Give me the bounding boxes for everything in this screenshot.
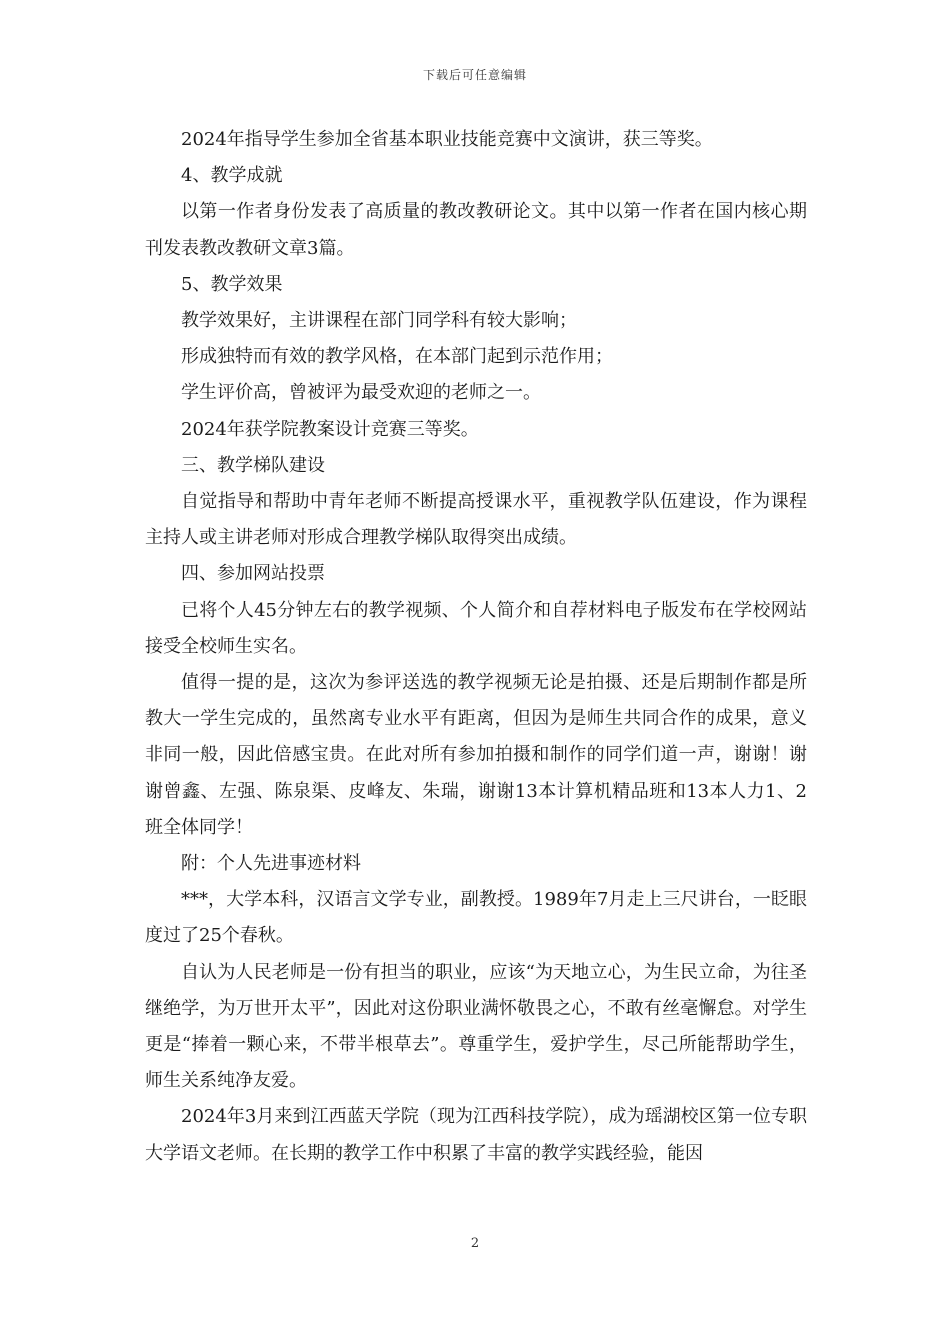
paragraph-thanks: 值得一提的是，这次为参评送选的教学视频无论是拍摄、还是后期制作都是所教大一学生完成的，虽然离专业水平有距离，但因为是师生共同合作的成果，意义非同一般，因此倍感宝贵。在此对所有参加拍摄和制作的同学们道一声，谢谢！谢谢曾鑫、左强、陈泉渠、皮峰友、朱瑞，谢谢13本计算机精品班和13本人力1、2班全体同学！: [145, 672, 807, 838]
section-heading-teaching-achievement: 4、教学成就: [181, 165, 283, 187]
header-note: 下载后可任意编辑: [422, 68, 527, 82]
paragraph-effect-2: 形成独特而有效的教学风格，在本部门起到示范作用；: [181, 346, 613, 368]
paragraph-lesson-plan-award: 2024年获学院教案设计竞赛三等奖。: [181, 418, 479, 440]
paragraph-effect-3: 学生评价高，曾被评为最受欢迎的老师之一。: [181, 382, 541, 404]
paragraph-team-building: 自觉指导和帮助中青年老师不断提高授课水平，重视教学队伍建设，作为课程主持人或主讲老师对形成合理教学梯队取得突出成绩。: [145, 491, 807, 549]
paragraph-video-upload: 已将个人45分钟左右的教学视频、个人简介和自荐材料电子版发布在学校网站接受全校师生实名。: [145, 599, 807, 657]
paragraph-papers: 以第一作者身份发表了高质量的教改教研论文。其中以第一作者在国内核心期刊发表教改教研文章3篇。: [145, 201, 807, 259]
paragraph-career: 2024年3月来到江西蓝天学院（现为江西科技学院），成为瑶湖校区第一位专职大学语文老师。在长期的教学工作中积累了丰富的教学实践经验，能因: [145, 1106, 807, 1164]
document-body: [145, 122, 807, 1172]
paragraph-effect-1: 教学效果好，主讲课程在部门同学科有较大影响；: [181, 310, 577, 332]
paragraph-philosophy: 自认为人民老师是一份有担当的职业，应该“为天地立心，为生民立命，为往圣继绝学，为万世开太平”，因此对这份职业满怀敬畏之心，不敢有丝毫懈怠。对学生更是“捧着一颗心来，不带半根草去”。尊重学生，爱护学生，尽己所能帮助学生，师生关系纯净友爱。: [145, 961, 807, 1092]
section-heading-team-building: 三、教学梯队建设: [181, 454, 325, 476]
paragraph-award-speech: 2024年指导学生参加全省基本职业技能竞赛中文演讲，获三等奖。: [181, 129, 713, 150]
section-heading-website-vote: 四、参加网站投票: [181, 563, 325, 585]
section-heading-appendix: 附：个人先进事迹材料: [181, 853, 361, 875]
section-heading-teaching-effect: 5、教学效果: [181, 273, 283, 295]
paragraph-bio: ***，大学本科，汉语言文学专业，副教授。1989年7月走上三尺讲台，一眨眼度过了25个春秋。: [145, 889, 807, 947]
page-number: 2: [470, 1236, 480, 1251]
